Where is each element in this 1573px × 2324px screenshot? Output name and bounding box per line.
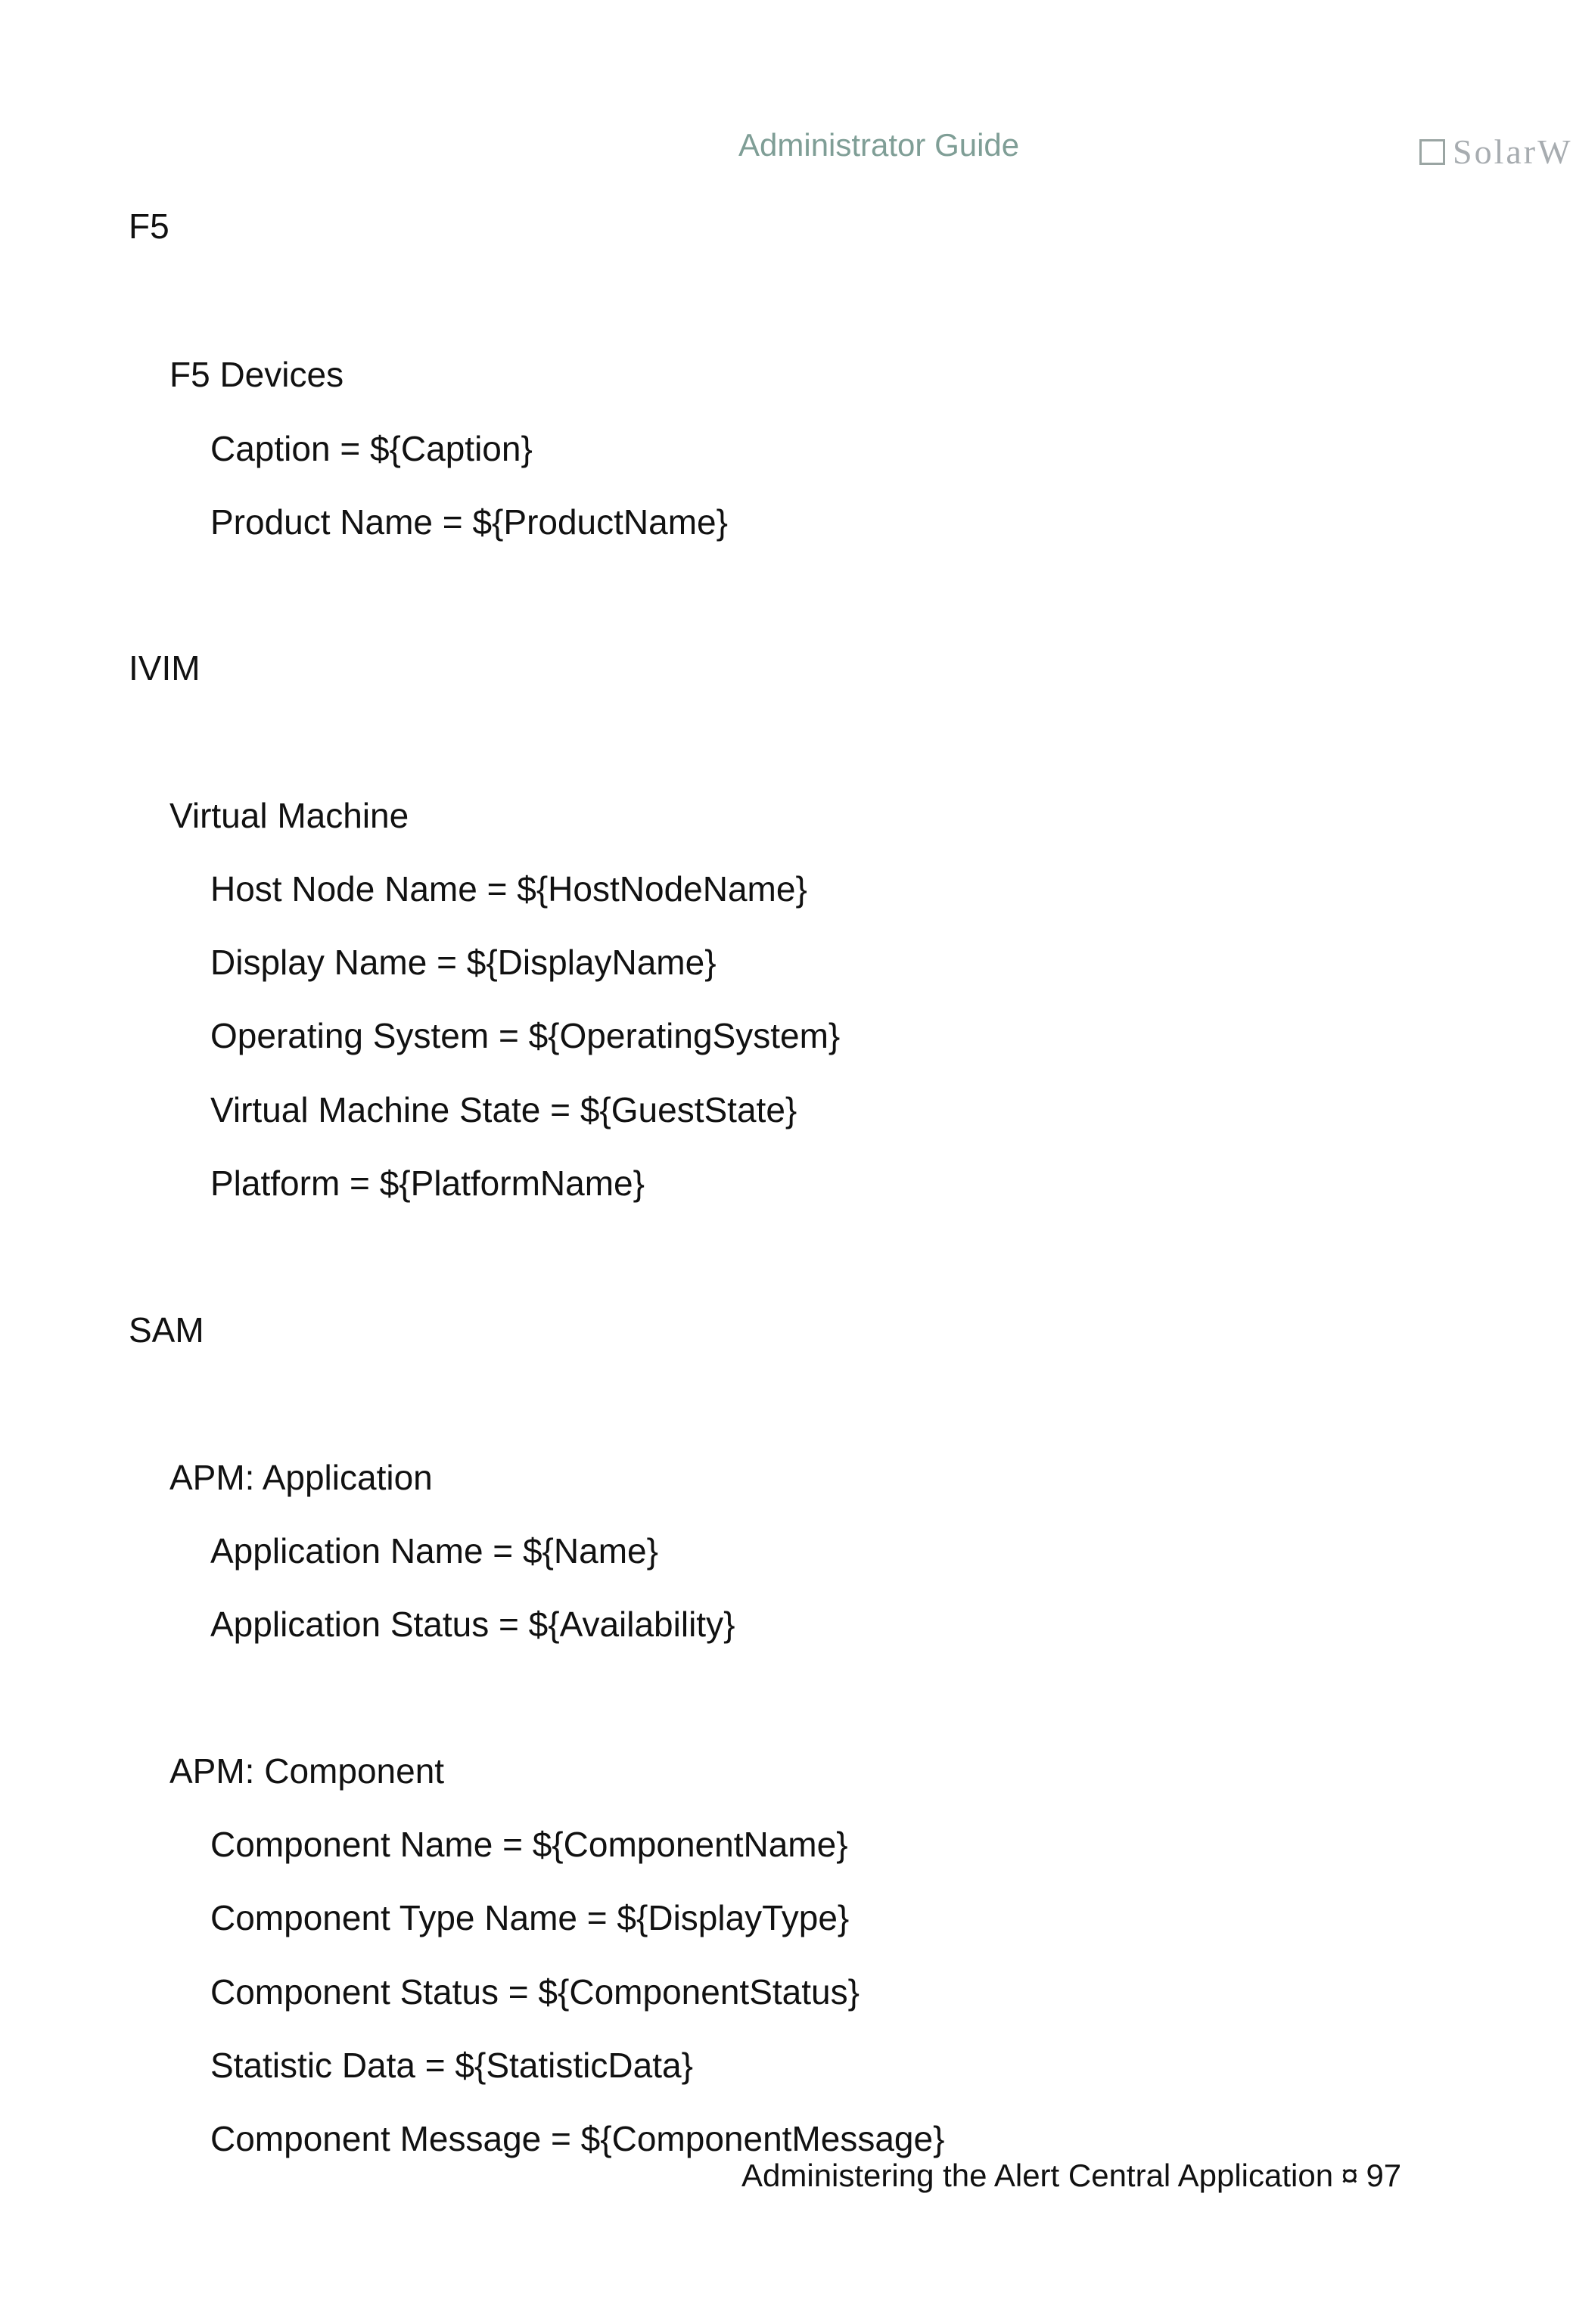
page-number: 97	[1366, 2158, 1402, 2193]
subsection-title-apm-application: APM: Application	[169, 1458, 433, 1497]
solarwinds-logo	[1419, 132, 1573, 172]
section-heading-sam: SAM	[129, 1310, 204, 1350]
logo-box-icon	[1419, 139, 1445, 165]
header-title: Administrator Guide	[738, 127, 1020, 163]
field-line: Operating System = ${OperatingSystem}	[210, 1016, 841, 1055]
subsection-title-f5-devices: F5 Devices	[169, 355, 344, 394]
field-line: Component Status = ${ComponentStatus}	[210, 1972, 860, 2012]
field-line: Component Type Name = ${DisplayType}	[210, 1898, 850, 1937]
footer-separator: ¤	[1341, 2158, 1359, 2193]
field-line: Host Node Name = ${HostNodeName}	[210, 869, 807, 909]
field-line: Display Name = ${DisplayName}	[210, 943, 717, 982]
field-line: Caption = ${Caption}	[210, 429, 533, 468]
field-line: Component Name = ${ComponentName}	[210, 1825, 848, 1864]
field-line: Product Name = ${ProductName}	[210, 502, 728, 542]
page-footer	[741, 2158, 1401, 2194]
field-line: Application Name = ${Name}	[210, 1531, 658, 1571]
section-heading-f5: F5	[129, 207, 169, 246]
logo-text: SolarW	[1453, 132, 1573, 171]
subsection-title-apm-component: APM: Component	[169, 1751, 445, 1791]
field-line: Application Status = ${Availability}	[210, 1605, 735, 1644]
field-line: Virtual Machine State = ${GuestState}	[210, 1090, 797, 1129]
field-line: Component Message = ${ComponentMessage}	[210, 2119, 945, 2158]
section-heading-ivim: IVIM	[129, 648, 201, 688]
field-line: Statistic Data = ${StatisticData}	[210, 2046, 693, 2085]
subsection-title-virtual-machine: Virtual Machine	[169, 796, 409, 835]
footer-section-title: Administering the Alert Central Application	[741, 2158, 1334, 2193]
field-line: Platform = ${PlatformName}	[210, 1164, 645, 1203]
